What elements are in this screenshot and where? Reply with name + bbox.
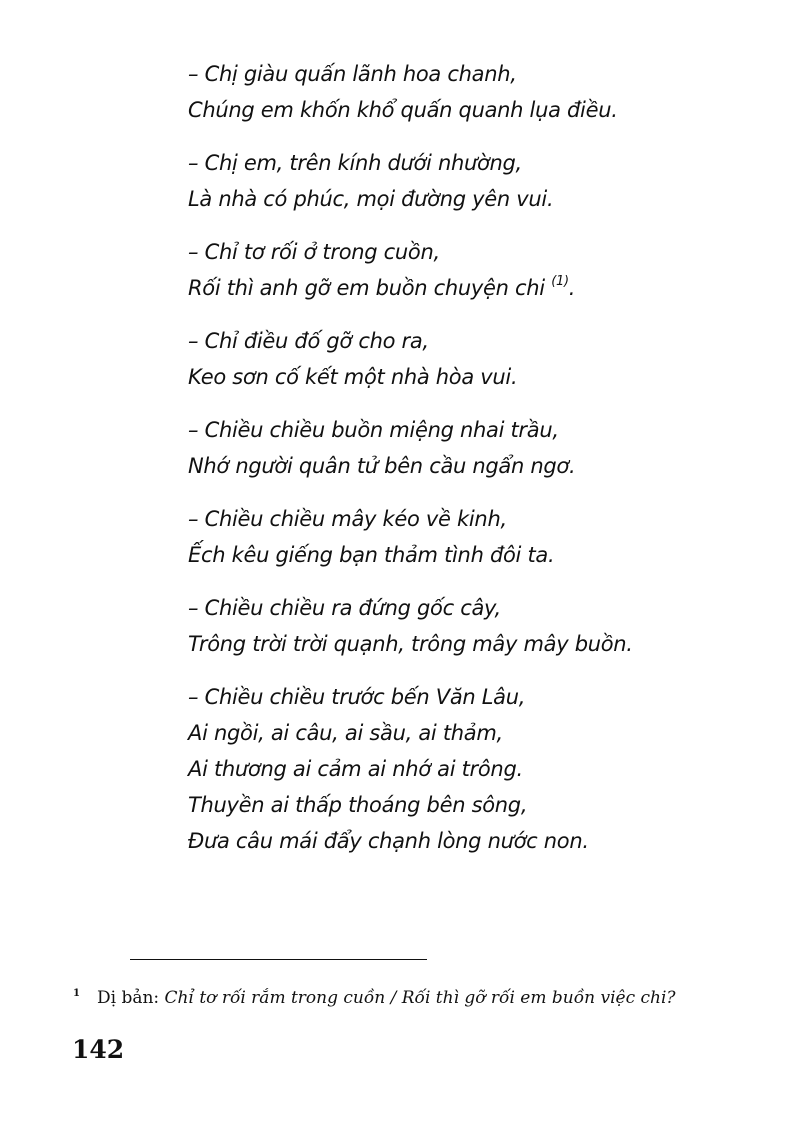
footnote: [73, 986, 773, 1013]
poem-line: Trông trời trời quạnh, trông mây mây buồn.: [188, 632, 633, 656]
poem-line: Ếch kêu giếng bạn thảm tình đôi ta.: [188, 543, 555, 567]
stanza-2: [188, 145, 748, 217]
footnote-label: Dị bản:: [96, 988, 160, 1008]
poem-line: Chúng em khốn khổ quấn quanh lụa điều.: [188, 98, 618, 122]
footnote-reference[interactable]: (1): [551, 274, 569, 289]
poem-line: Ai ngồi, ai câu, ai sầu, ai thảm,: [188, 721, 503, 745]
poem-line: – Chiều chiều mây kéo về kinh,: [188, 507, 507, 531]
poem-line: – Chị em, trên kính dưới nhường,: [188, 151, 522, 175]
poem-line: – Chiều chiều trước bến Văn Lâu,: [188, 685, 526, 709]
footnote-divider: [130, 959, 427, 960]
stanza-5: [188, 412, 748, 484]
page-number: 142: [72, 1035, 125, 1064]
poem-line: Là nhà có phúc, mọi đường yên vui.: [188, 187, 554, 211]
stanza-8: [188, 679, 748, 859]
poem-line-text: Rối thì anh gỡ em buồn chuyện chi: [188, 276, 545, 300]
stanza-7: [188, 590, 748, 662]
poem-line: – Chỉ tơ rối ở trong cuồn,: [188, 240, 440, 264]
stanza-3: [188, 234, 748, 306]
poem-line: – Chỉ điều đố gỡ cho ra,: [188, 329, 429, 353]
footnote-text: Chỉ tơ rối rắm trong cuồn / Rối thì gỡ rối em buồn việc chi?: [164, 988, 676, 1008]
stanza-6: [188, 501, 748, 573]
poem-body: [188, 56, 748, 876]
poem-line: Đưa câu mái đẩy chạnh lòng nước non.: [188, 829, 589, 853]
stanza-4: [188, 323, 748, 395]
footnote-marker: 1: [73, 988, 80, 999]
poem-line-with-footnote: [188, 270, 748, 306]
poem-line: Thuyền ai thấp thoáng bên sông,: [188, 793, 528, 817]
poem-line: Keo sơn cố kết một nhà hòa vui.: [188, 365, 518, 389]
poem-line: – Chiều chiều buồn miệng nhai trầu,: [188, 418, 559, 442]
poem-line: – Chiều chiều ra đứng gốc cây,: [188, 596, 501, 620]
poem-line: Nhớ người quân tử bên cầu ngẩn ngơ.: [188, 454, 576, 478]
poem-line: – Chị giàu quấn lãnh hoa chanh,: [188, 62, 517, 86]
poem-line: Ai thương ai cảm ai nhớ ai trông.: [188, 757, 523, 781]
line-end-punctuation: .: [568, 276, 576, 300]
stanza-1: [188, 56, 748, 128]
